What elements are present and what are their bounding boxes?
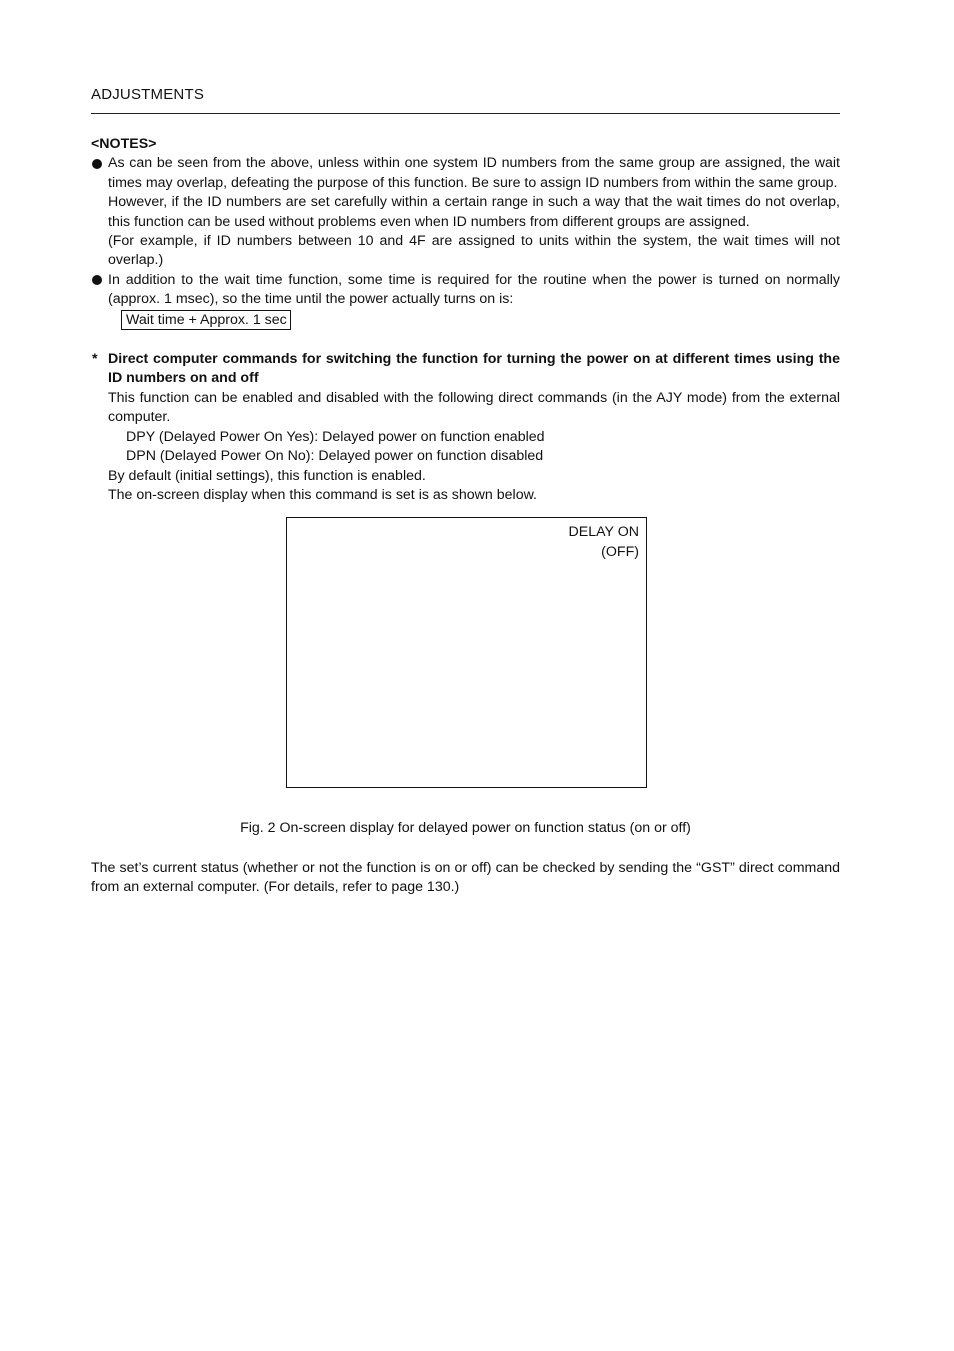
status-check-paragraph: The set’s current status (whether or not the function is on or off) can be checked by sending the “GST” direct command from an external computer. (For details, refer to page 130.): [91, 859, 840, 896]
delay-off-label: (OFF): [601, 544, 639, 561]
bullet-icon: [92, 159, 102, 169]
command-dpy: DPY (Delayed Power On Yes): Delayed power on function enabled: [126, 428, 545, 445]
wait-time-formula-box: Wait time + Approx. 1 sec: [121, 310, 291, 330]
bullet-icon: [92, 275, 102, 285]
default-note: By default (initial settings), this function is enabled.: [108, 467, 426, 484]
command-dpn: DPN (Delayed Power On No): Delayed power on function disabled: [126, 448, 544, 465]
commands-section: [91, 350, 840, 505]
notes-bullet-2: [91, 271, 840, 330]
commands-heading: Direct computer commands for switching the function for turning the power on at different times using the ID numbers on and off: [108, 351, 840, 387]
delay-on-label: DELAY ON: [568, 524, 639, 541]
asterisk-marker: *: [92, 351, 98, 368]
display-note: The on-screen display when this command is set is as shown below.: [108, 486, 537, 503]
notes-bullet-1-para-2: However, if the ID numbers are set carefully within a certain range in such a way that the wait times do not overlap, this function can be used without problems even when ID numbers from different groups are assigned.: [108, 194, 840, 230]
page-header: ADJUSTMENTS: [91, 86, 205, 103]
notes-bullet-1-para-1: As can be seen from the above, unless within one system ID numbers from the same group are assigned, the wait times may overlap, defeating the purpose of this function. Be sure to assign ID numbers from within the same group.: [108, 155, 840, 191]
notes-bullet-1-para-3: (For example, if ID numbers between 10 and 4F are assigned to units within the system, the wait times will not overlap.): [108, 233, 840, 269]
notes-bullet-1: [91, 154, 840, 270]
notes-title: <NOTES>: [91, 136, 157, 152]
header-divider: [91, 113, 840, 114]
page-content: [91, 135, 840, 898]
notes-bullet-2-para-1: In addition to the wait time function, some time is required for the routine when the power is turned on normally (approx. 1 msec), so the time until the power actually turns on is:: [108, 271, 840, 308]
on-screen-display-figure: [286, 517, 647, 788]
screen-text: [569, 522, 639, 562]
figure-caption: Fig. 2 On-screen display for delayed power on function status (on or off): [240, 820, 691, 837]
commands-intro: This function can be enabled and disabled with the following direct commands (in the AJY mode) from the external computer.: [108, 389, 840, 426]
